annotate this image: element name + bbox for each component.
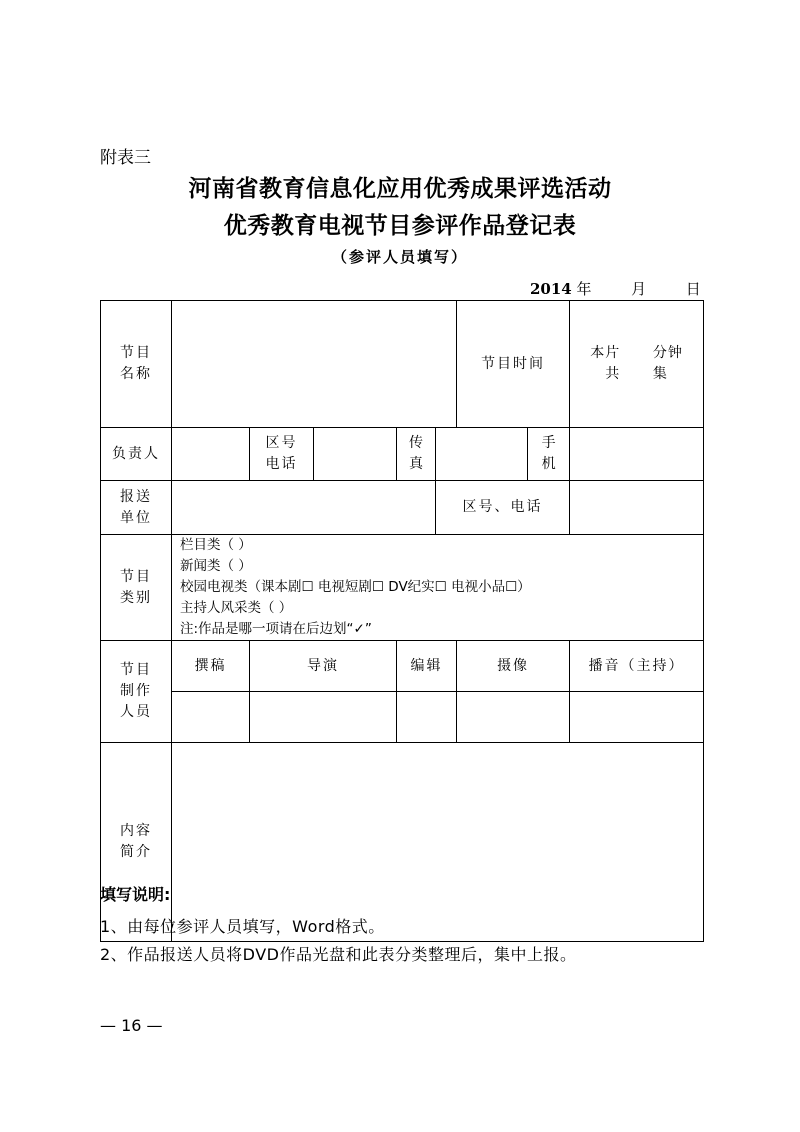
- mobile-label: 手 机: [528, 428, 570, 481]
- staff-announcer-field[interactable]: [570, 692, 704, 743]
- fax-field[interactable]: [436, 428, 528, 481]
- submitting-unit-label: 报送 单位: [101, 481, 172, 535]
- category-option-news: 新闻类（ ）: [180, 558, 252, 574]
- category-options[interactable]: [172, 535, 704, 641]
- responsible-label: 负责人: [101, 428, 172, 481]
- program-name-label: 节目 名称: [101, 301, 172, 428]
- document-subtitle: （参评人员填写）: [331, 248, 468, 266]
- note-1: 1、由每位参评人员填写，Word格式。: [100, 917, 385, 936]
- category-option-host: 主持人风采类（ ）: [180, 600, 293, 616]
- staff-writer-field[interactable]: [172, 692, 250, 743]
- submitting-phone-field[interactable]: [570, 481, 704, 535]
- mobile-field[interactable]: [570, 428, 704, 481]
- staff-role-director: 导演: [250, 641, 397, 692]
- notes-heading: 填写说明:: [100, 885, 171, 904]
- responsible-field[interactable]: [172, 428, 250, 481]
- category-note: 注:作品是哪一项请在后边划“✓”: [180, 621, 372, 637]
- page-number: — 16 —: [100, 1016, 163, 1035]
- staff-label: 节目 制作 人员: [101, 641, 172, 743]
- document-title-line2: 优秀教育电视节目参评作品登记表: [223, 212, 577, 239]
- area-phone-label: 区号 电话: [250, 428, 314, 481]
- submitting-unit-field[interactable]: [172, 481, 436, 535]
- category-label: 节目 类别: [101, 535, 172, 641]
- staff-role-editor: 编辑: [397, 641, 457, 692]
- date-year: 2014: [530, 280, 572, 298]
- date-line: [530, 278, 701, 299]
- staff-role-announcer: 播音（主持）: [570, 641, 704, 692]
- staff-role-writer: 撰稿: [172, 641, 250, 692]
- document-title-line1: 河南省教育信息化应用优秀成果评选活动: [188, 175, 612, 202]
- date-year-unit: 年: [576, 280, 592, 298]
- category-option-column: 栏目类（ ）: [180, 537, 252, 553]
- staff-editor-field[interactable]: [397, 692, 457, 743]
- program-time-label: 节目时间: [457, 301, 570, 428]
- registration-form: [100, 300, 704, 942]
- date-month-unit: 月: [631, 280, 647, 298]
- note-2: 2、作品报送人员将DVD作品光盘和此表分类整理后，集中上报。: [100, 945, 577, 964]
- program-name-field[interactable]: [172, 301, 457, 428]
- area-phone-field[interactable]: [314, 428, 397, 481]
- area-phone-inline-label: 区号、电话: [436, 481, 570, 535]
- staff-role-camera: 摄像: [457, 641, 570, 692]
- intro-field[interactable]: [172, 743, 704, 942]
- date-day-unit: 日: [685, 280, 701, 298]
- program-duration-field[interactable]: 本片 分钟 共 集: [570, 301, 704, 428]
- staff-camera-field[interactable]: [457, 692, 570, 743]
- fax-label: 传 真: [397, 428, 436, 481]
- intro-label: 内容 简介: [101, 743, 172, 942]
- appendix-label: 附表三: [100, 148, 151, 168]
- category-option-campus-tv: 校园电视类（课本剧☐ 电视短剧☐ DV纪实☐ 电视小品☐）: [180, 579, 531, 595]
- staff-director-field[interactable]: [250, 692, 397, 743]
